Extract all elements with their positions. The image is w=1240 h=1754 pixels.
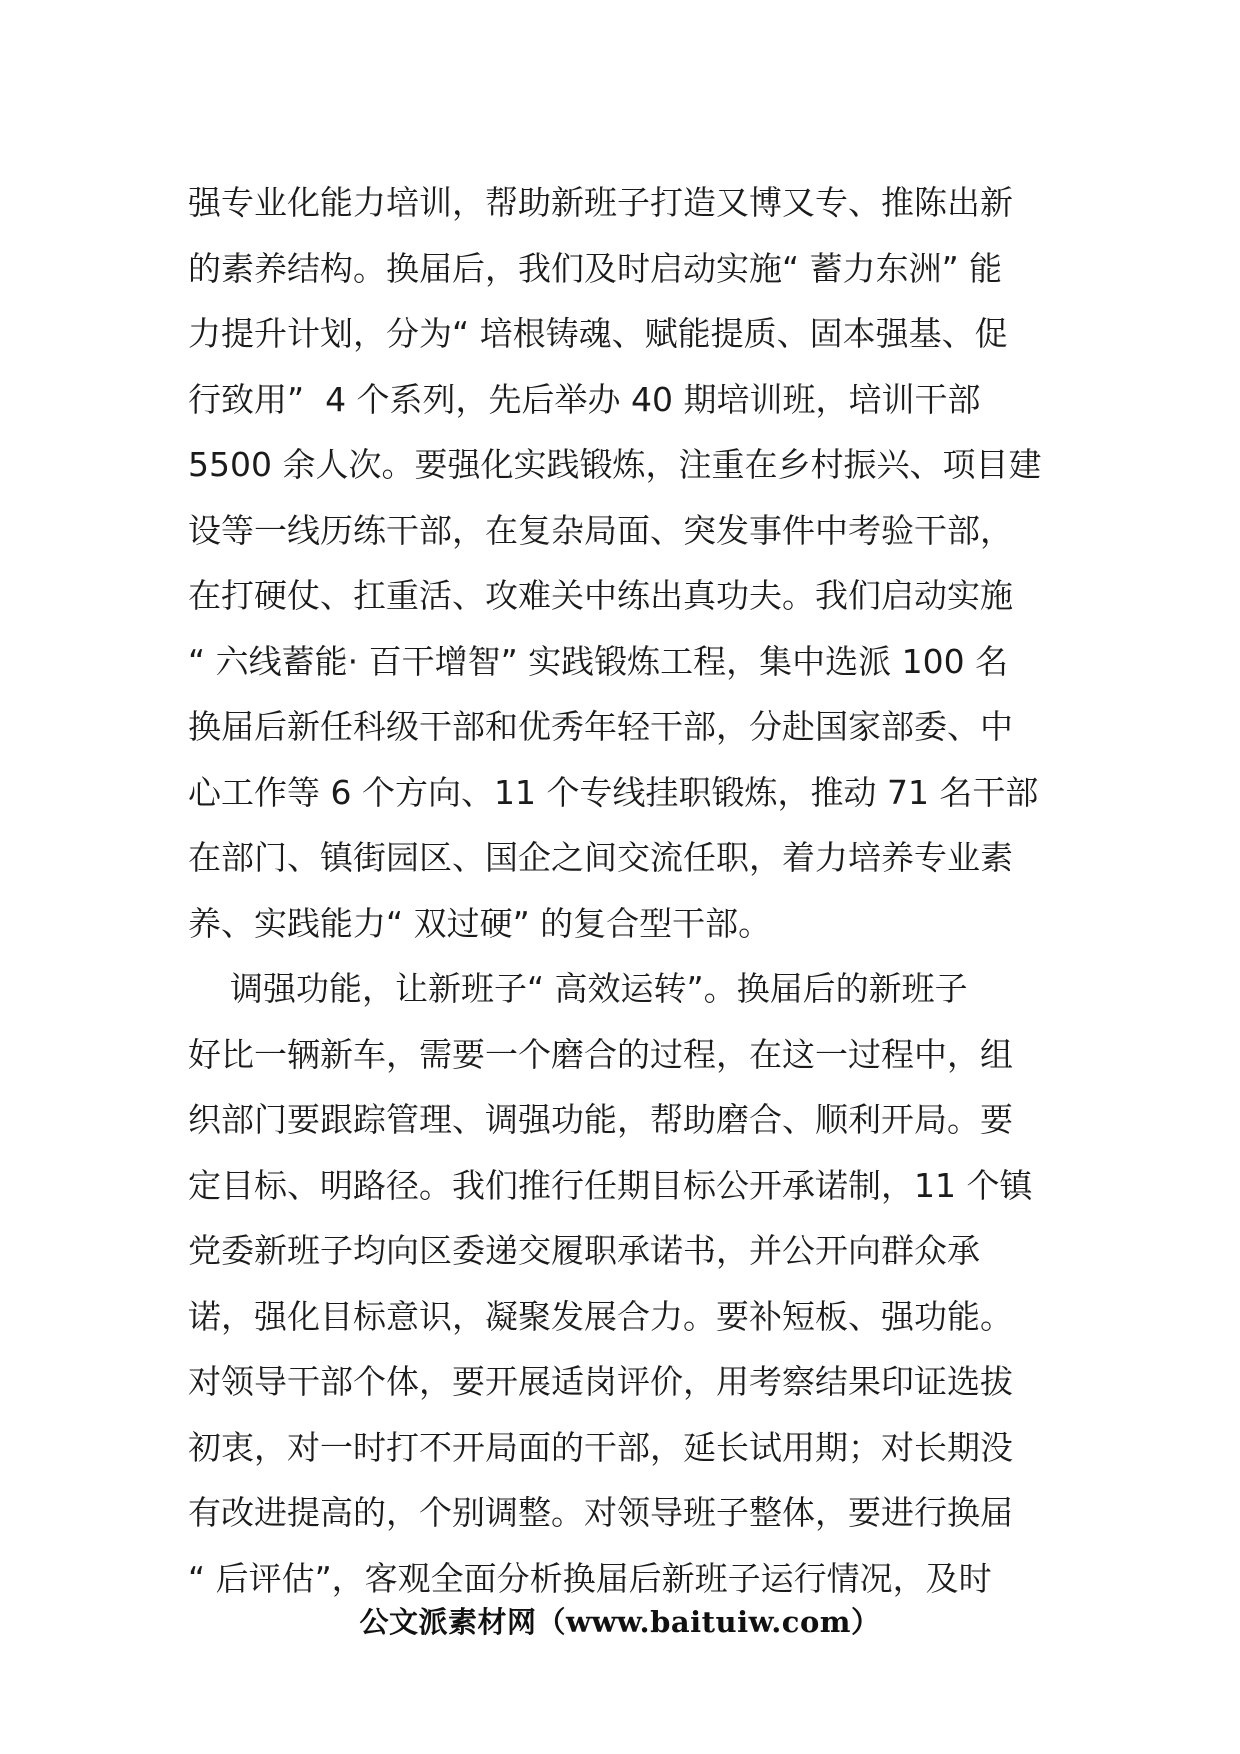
text-line: 织部门要跟踪管理、调强功能，帮助磨合、顺利开局。要 [188,1100,1013,1139]
text-line: 心工作等 6 个方向、11 个专线挂职锻炼，推动 71 名干部 [188,772,1039,812]
page-footer: 公文派素材网（www.baituiw.com） [359,1605,881,1639]
text-line: 养、实践能力“ 双过硬” 的复合型干部。 [188,903,772,943]
body-text [188,170,1068,1611]
text-line: 在打硬仗、扛重活、攻难关中练出真功夫。我们启动实施 [188,576,1013,615]
text-line: 力提升计划，分为“ 培根铸魂、赋能提质、固本强基、促 [188,314,1008,353]
text-line: 在部门、镇街园区、国企之间交流任职，着力培养专业素 [188,838,1013,877]
text-line: 强专业化能力培训，帮助新班子打造又博又专、推陈出新 [188,183,1013,222]
text-line: 换届后新任科级干部和优秀年轻干部，分赴国家部委、中 [188,707,1013,746]
text-line: 初衷，对一时打不开局面的干部，延长试用期；对长期没 [188,1427,1013,1467]
text-line: 好比一辆新车，需要一个磨合的过程，在这一过程中，组 [188,1034,1013,1074]
text-line: 调强功能，让新班子“ 高效运转”。换届后的新班子 [188,969,968,1008]
text-line: 对领导干部个体，要开展适岗评价，用考察结果印证选拔 [188,1362,1013,1401]
text-line: 有改进提高的，个别调整。对领导班子整体，要进行换届 [188,1493,1013,1532]
text-line: “ 后评估”，客观全面分析换届后新班子运行情况，及时 [188,1558,992,1598]
text-line: 党委新班子均向区委递交履职承诺书，并公开向群众承 [188,1231,980,1270]
text-line: 的素养结构。换届后，我们及时启动实施“ 蓄力东洲” 能 [188,248,1003,288]
text-line: 设等一线历练干部，在复杂局面、突发事件中考验干部， [188,510,1013,550]
text-line: 定目标、明路径。我们推行任期目标公开承诺制，11 个镇 [188,1165,1033,1205]
text-line: 行致用” 4 个系列，先后举办 40 期培训班，培训干部 [188,379,981,419]
text-line: “ 六线蓄能· 百干增智” 实践锻炼工程，集中选派 100 名 [188,641,1009,681]
text-line: 5500 余人次。要强化实践锻炼，注重在乡村振兴、项目建 [188,445,1042,484]
text-line: 诺，强化目标意识，凝聚发展合力。要补短板、强功能。 [188,1296,1013,1336]
